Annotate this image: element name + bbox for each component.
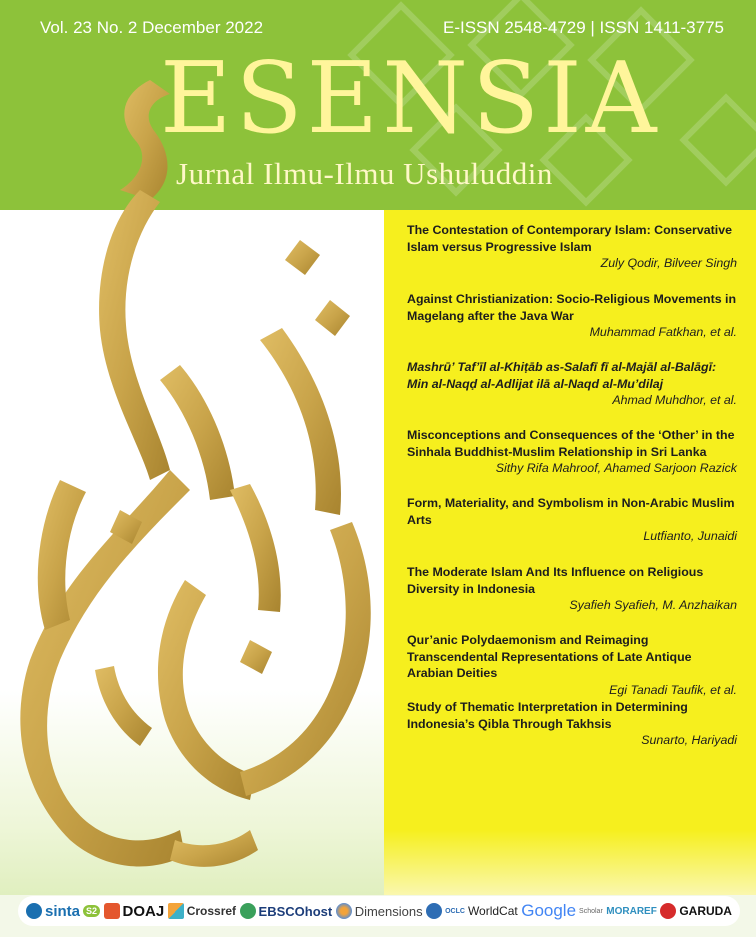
article-authors: Sunarto, Hariyadi xyxy=(641,733,737,747)
ebsco-icon xyxy=(240,903,256,919)
article-authors: Egi Tanadi Taufik, et al. xyxy=(609,682,737,697)
article-entry[interactable] xyxy=(407,359,737,427)
indexer-moraref[interactable]: MORAREF xyxy=(606,905,657,917)
article-title: Qur’anic Polydaemonism and Reimaging Transcendental Representations of Late Antique Arabian Deities xyxy=(407,633,692,680)
article-entry[interactable] xyxy=(407,427,737,495)
indexer-ebscohost[interactable]: EBSCOhost xyxy=(240,903,333,919)
volume-label: Vol. 23 No. 2 December 2022 xyxy=(40,18,264,37)
article-title: The Contestation of Contemporary Islam: Conservative Islam versus Progressive Islam xyxy=(407,223,732,254)
article-title: The Moderate Islam And Its Influence on Religious Diversity in Indonesia xyxy=(407,565,704,596)
doaj-icon xyxy=(104,903,120,919)
issn-label: E-ISSN 2548-4729 | ISSN 1411-3775 xyxy=(443,18,724,37)
journal-subtitle: Jurnal Ilmu-Ilmu Ushuluddin xyxy=(176,156,553,191)
article-authors: Ahmad Muhdhor, et al. xyxy=(612,393,737,407)
article-authors: Zuly Qodir, Bilveer Singh xyxy=(600,256,737,270)
indexer-dimensions[interactable]: Dimensions xyxy=(336,903,423,919)
table-of-contents xyxy=(407,222,737,759)
article-entry[interactable] xyxy=(407,632,737,699)
article-entry[interactable] xyxy=(407,291,737,359)
article-authors: Syafieh Syafieh, M. Anzhaikan xyxy=(569,598,737,612)
dimensions-icon xyxy=(336,903,352,919)
indexer-garuda[interactable]: GARUDA xyxy=(660,903,732,919)
article-title: Form, Materiality, and Symbolism in Non-Arabic Muslim Arts xyxy=(407,496,735,527)
sinta-icon xyxy=(26,903,42,919)
worldcat-icon xyxy=(426,903,442,919)
article-entry[interactable] xyxy=(407,222,737,291)
crossref-icon xyxy=(168,903,184,919)
article-title: Study of Thematic Interpretation in Determining Indonesia’s Qibla Through Takhsis xyxy=(407,700,688,731)
article-authors: Lutfianto, Junaidi xyxy=(643,529,737,543)
indexer-worldcat[interactable]: OCLC WorldCat xyxy=(426,903,518,919)
garuda-icon xyxy=(660,903,676,919)
indexer-doaj[interactable]: DOAJ xyxy=(104,903,165,920)
indexer-sinta[interactable]: sinta S2 xyxy=(26,903,100,920)
arabic-calligraphy-illustration xyxy=(0,60,440,880)
indexer-crossref[interactable]: Crossref xyxy=(168,903,236,919)
journal-logo: ESENSIA xyxy=(160,42,661,156)
article-title: Misconceptions and Consequences of the ‘Other’ in the Sinhala Buddhist-Muslim Relationship in Sri Lanka xyxy=(407,428,735,459)
article-authors: Muhammad Fatkhan, et al. xyxy=(589,325,737,339)
article-entry[interactable] xyxy=(407,495,737,564)
indexer-google-scholar[interactable]: Google Scholar xyxy=(521,901,603,920)
article-authors: Sithy Rifa Mahroof, Ahamed Sarjoon Razick xyxy=(495,461,737,475)
article-entry[interactable] xyxy=(407,564,737,632)
article-entry[interactable] xyxy=(407,699,737,759)
article-title: Mashrū’ Taf’īl al-Khiṭāb as-Salafī fī al-Majāl al-Balāgī: Min al-Naqḍ al-Adlijat ilā al-Naqd al-Mu’dilaj xyxy=(407,360,717,391)
indexing-logos-bar xyxy=(18,896,740,926)
article-title: Against Christianization: Socio-Religious Movements in Magelang after the Java War xyxy=(407,292,737,323)
